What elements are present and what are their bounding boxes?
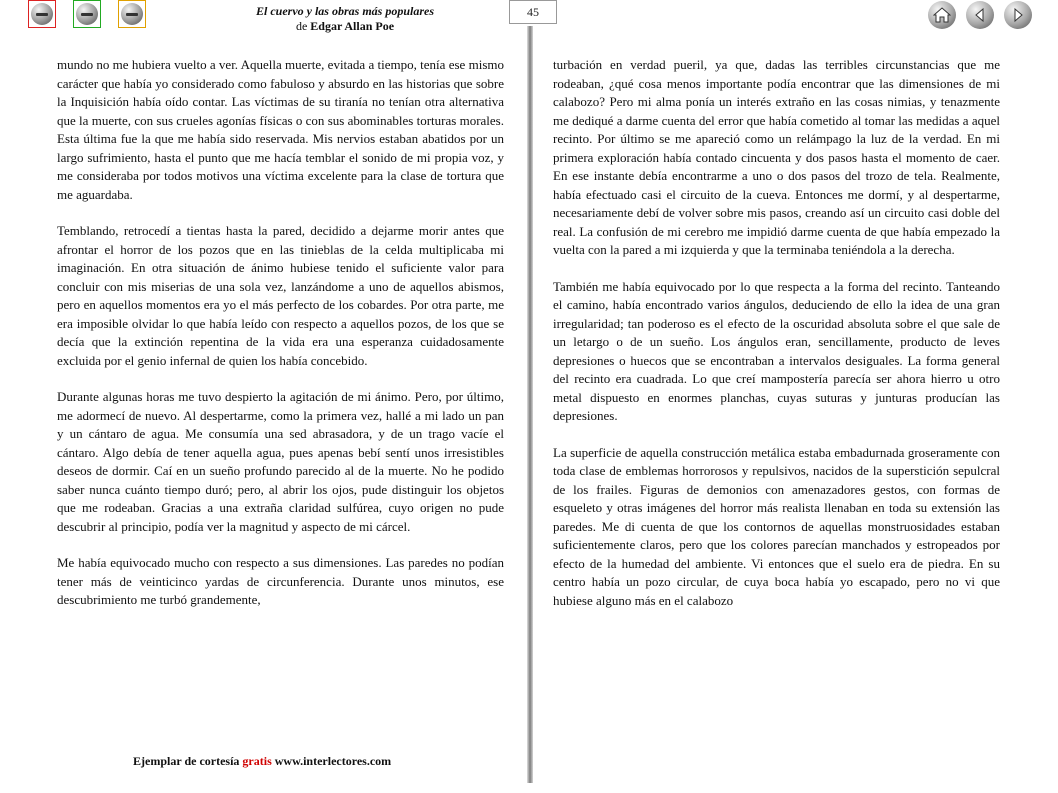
paragraph: Durante algunas horas me tuvo despierto la agitación de mi ánimo. Pero, por último, me adormecí de nuevo. Al despertarme, como la primera vez, hallé a mi lado un pan y un cántaro de agua. Me consumía una sed abrasadora, y de un trago vacíe el cántaro. Algo debía de tener aquella agua, pues apenas bebí sentí unos irresistibles deseos de dormir. Caí en un sueño profundo parecido al de la muerte. No he podido saber nunca cuánto tiempo duró; pero, al abrir los ojos, pude distinguir los objetos que me rodeaban. Gracias a una extraña claridad sulfúrea, cuyo origen no pude descubrir al principio, podía ver la magnitud y aspecto de mi cárcel. [57, 389, 504, 534]
window-button-orange[interactable] [118, 0, 146, 28]
minus-icon [121, 3, 143, 25]
paragraph: La superficie de aquella construcción metálica estaba embadurnada groseramente con toda clase de emblemas horrorosos y repulsivos, nacidos de la superstición sepulcral de los frailes. Figuras de demonios con amenazadores gestos, con formas de esqueleto y otras imágenes del horror más realista llenaban en toda su extensión las paredes. Me di cuenta de que los contornos de aquellas monstruosidades estaban suficientemente claros, pero que los colores parecían manchados y estropeados por efecto de la humedad del ambiente. Vi entonces que el suelo era de piedra. En su centro había un pozo circular, de cuya boca había yo escapado, pero no vi que hubiese alguno más en el calabozo [553, 444, 1000, 608]
page-number: 45 [509, 0, 557, 24]
footer-url[interactable]: www.interlectores.com [274, 754, 392, 768]
arrow-right-icon [1010, 7, 1026, 23]
paragraph: mundo no me hubiera vuelto a ver. Aquella muerte, evitada a tiempo, tenía ese mismo carácter que había yo considerado como fabuloso y absurdo en las historias que sobre la Inquisición había oído contar. Las víctimas de su tiranía no tenían otra alternativa que la muerte, con sus crueles agonías físicas o con sus abominables torturas morales. Esta última fue la que me había sido reservada. Mis nervios estaban abatidos por un largo sufrimiento, hasta el punto que me hacía temblar el sonido de mi propia voz, y me consideraba por todos motivos una víctima excelente para la clase de tortura que me aguardaba. [57, 57, 504, 202]
page-divider [527, 26, 533, 783]
right-column [553, 56, 1000, 628]
home-button[interactable] [928, 1, 956, 29]
paragraph: También me había equivocado por lo que respecta a la forma del recinto. Tanteando el camino, había encontrado varios ángulos, deduciendo de ello la idea de una gran irregularidad; tan poderoso es el efecto de la oscuridad absoluta sobre el que sale de un letargo o de un sueño. Los ángulos eran, sencillamente, producto de leves depresiones o huecos que se encontraban a intervalos desiguales. La forma general del recinto era cuadrada. Lo que creí mampostería parecía ser ahora hierro u otro metal dispuesto en enormes planchas, cuyas suturas y junturas producían las depresiones. [553, 278, 1000, 423]
author-prefix: de [295, 19, 308, 33]
minus-icon [31, 3, 53, 25]
paragraph: Me había equivocado mucho con respecto a sus dimensiones. Las paredes no podían tener más de veinticinco yardas de circunferencia. Durante unos minutos, ese descubrimiento me turbó grandemente, [57, 555, 504, 607]
author-name: Edgar Allan Poe [310, 19, 395, 33]
window-button-green[interactable] [73, 0, 101, 28]
book-title: El cuervo y las obras más populares [255, 4, 434, 18]
next-page-button[interactable] [1004, 1, 1032, 29]
left-column [57, 56, 504, 628]
footer [133, 754, 391, 769]
window-button-red[interactable] [28, 0, 56, 28]
author-line [180, 19, 510, 34]
previous-page-button[interactable] [966, 1, 994, 29]
footer-prefix: Ejemplar de cortesía [133, 754, 240, 768]
page-header [180, 4, 510, 34]
home-icon [933, 7, 951, 23]
arrow-left-icon [972, 7, 988, 23]
paragraph: turbación en verdad pueril, ya que, dadas las terribles circunstancias que me rodeaban, ¿qué cosa menos importante podía encontrar que las dimensiones de mi calabozo? Pero mi alma ponía un interés extraño en las cosas nimias, y tenazmente me dediqué a darme cuenta del error que había cometido al tomar las medidas a aquel recinto. Por último se me apareció como un relámpago la luz de la verdad. En mi primera exploración había contado cincuenta y dos pasos hasta el momento de caer. En ese instante debía encontrarme a uno o dos pasos del trozo de tela. Realmente, había efectuado casi el circuito de la cueva. Entonces me dormí, y al despertarme, necesariamente debí de volver sobre mis pasos, creando así un circuito casi doble del real. La confusión de mi cerebro me impidió darme cuenta de que había empezado la vuelta con la pared a mi izquierda y que la terminaba teniéndola a la derecha. [553, 57, 1000, 257]
paragraph: Temblando, retrocedí a tientas hasta la pared, decidido a dejarme morir antes que afrontar el horror de los pozos que en las tinieblas de la celda multiplicaba mi imaginación. En otra situación de ánimo hubiese tenido el suficiente valor para concluir con mis miserias de una sola vez, lanzándome a uno de aquellos abismos, pero en aquellos momentos era yo el más perfecto de los cobardes. Por otra parte, me era imposible olvidar lo que había leído con respecto a aquellos pozos, de los que se decía que la extinción repentina de la vida era una esperanza cuidadosamente excluida por el genio infernal de quien los había concebido. [57, 223, 504, 368]
footer-highlight: gratis [242, 754, 272, 768]
minus-icon [76, 3, 98, 25]
